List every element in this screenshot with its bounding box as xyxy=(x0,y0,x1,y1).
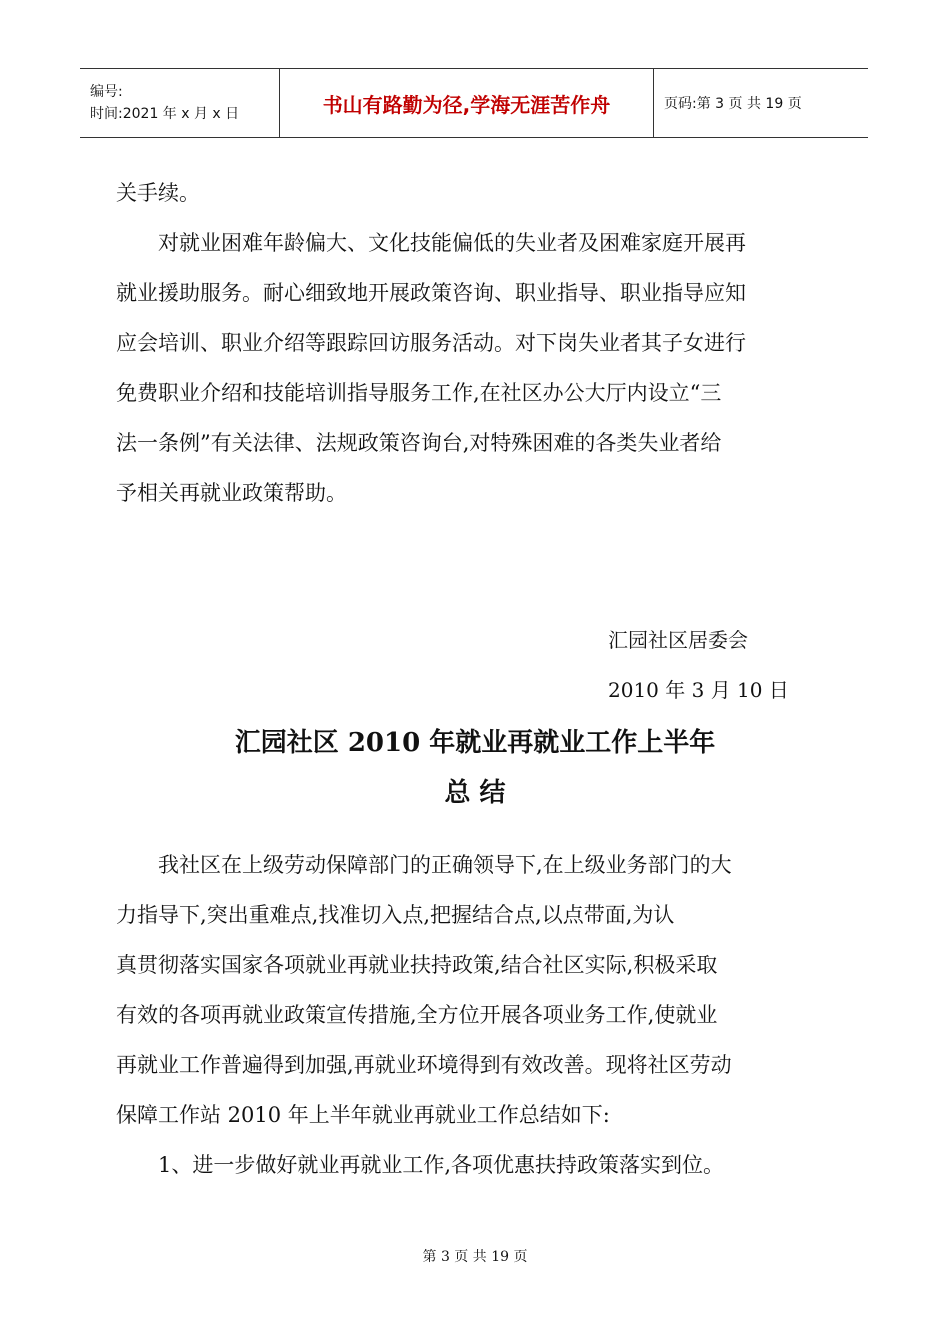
paragraph-line: 我社区在上级劳动保障部门的正确领导下,在上级业务部门的大 xyxy=(158,853,732,877)
signature-date: 2010 年 3 月 10 日 xyxy=(608,678,789,702)
paragraph-line: 法一条例”有关法律、法规政策咨询台,对特殊困难的各类失业者给 xyxy=(116,431,722,455)
item-1: 1、进一步做好就业再就业工作,各项优惠扶持政策落实到位。 xyxy=(158,1153,725,1177)
paragraph-line: 免费职业介绍和技能培训指导服务工作,在社区办公大厅内设立“三 xyxy=(116,381,722,405)
header-page-info: 页码:第 3 页 共 19 页 xyxy=(664,96,802,112)
report-title-2: 总 结 xyxy=(444,778,506,808)
section1-text xyxy=(116,168,836,518)
paragraph-line: 真贯彻落实国家各项就业再就业扶持政策,结合社区实际,积极采取 xyxy=(116,953,718,977)
signature: 汇园社区居委会 xyxy=(608,628,748,652)
date-label: 时间:2021 年 x 月 x 日 xyxy=(90,106,240,122)
document-header xyxy=(80,68,868,138)
page-footer: 第 3 页 共 19 页 xyxy=(422,1249,528,1265)
paragraph-line: 有效的各项再就业政策宣传措施,全方位开展各项业务工作,使就业 xyxy=(116,1003,718,1027)
number-label: 编号: xyxy=(90,84,123,100)
paragraph-line: 再就业工作普遍得到加强,再就业环境得到有效改善。现将社区劳动 xyxy=(116,1053,732,1077)
paragraph-line: 保障工作站 2010 年上半年就业再就业工作总结如下: xyxy=(116,1103,610,1127)
header-motto: 书山有路勤为径,学海无涯苦作舟 xyxy=(280,69,654,137)
paragraph xyxy=(116,218,836,518)
intro-paragraph xyxy=(116,840,836,1140)
continuation-line: 关手续。 xyxy=(116,181,200,205)
paragraph-line: 对就业困难年龄偏大、文化技能偏低的失业者及困难家庭开展再 xyxy=(158,231,746,255)
item-paragraph xyxy=(116,1140,836,1190)
paragraph-line: 予相关再就业政策帮助。 xyxy=(116,481,347,505)
paragraph-line: 就业援助服务。耐心细致地开展政策咨询、职业指导、职业指导应知 xyxy=(116,281,746,305)
paragraph-line: 力指导下,突出重难点,找准切入点,把握结合点,以点带面,为认 xyxy=(116,903,675,927)
header-meta xyxy=(80,69,280,137)
paragraph-line: 应会培训、职业介绍等跟踪回访服务活动。对下岗失业者其子女进行 xyxy=(116,331,746,355)
report-body xyxy=(116,840,836,1190)
report-title: 汇园社区 2010 年就业再就业工作上半年 xyxy=(234,728,716,758)
